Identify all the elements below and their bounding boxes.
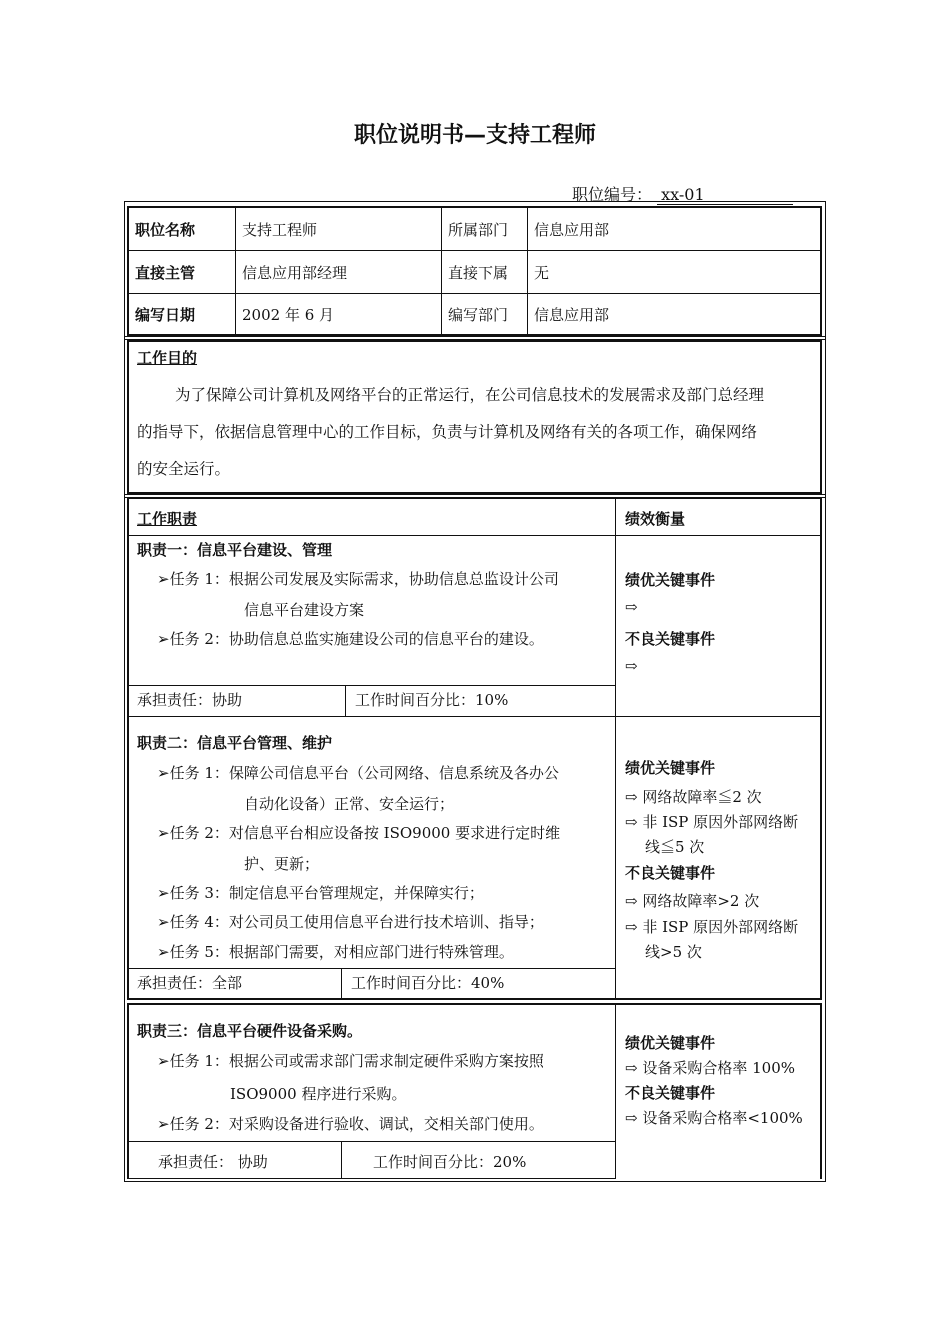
duties-header-right: 绩效衡量 [625, 510, 686, 528]
duty2-task-1: ➢任务 1：保障公司信息平台（公司网络、信息系统及各办公 [157, 764, 559, 782]
info-value-subordinate: 无 [534, 263, 550, 282]
info-label-date: 编写日期 [135, 305, 196, 324]
info-table [127, 206, 822, 336]
duty3-bad-title: 不良关键事件 [625, 1084, 716, 1102]
duty3-title: 职责三：信息平台硬件设备采购。 [137, 1022, 363, 1040]
purpose-heading: 工作目的 [137, 349, 198, 367]
info-value-position-name: 支持工程师 [242, 220, 318, 239]
duty3-responsibility: 承担责任： 协助 [158, 1153, 268, 1171]
purpose-line-1: 为了保障公司计算机及网络平台的正常运行，在公司信息技术的发展需求及部门总经理 [175, 386, 765, 404]
info-label-supervisor: 直接主管 [135, 263, 196, 282]
purpose-section [127, 340, 822, 494]
page-title: 职位说明书—支持工程师 [353, 123, 596, 148]
info-value-date: 2002 年 6 月 [242, 305, 335, 324]
info-value-department: 信息应用部 [534, 220, 610, 239]
duty1-good-title: 绩优关键事件 [625, 571, 716, 589]
info-label-department: 所属部门 [448, 220, 509, 239]
duty2-bad-item-1: ⇨ 网络故障率>2 次 [625, 892, 760, 910]
duty2-bad-item-2: ⇨ 非 ISP 原因外部网络断 [625, 918, 799, 936]
duty1-responsibility: 承担责任：协助 [137, 691, 243, 709]
duty2-task-2: ➢任务 2：对信息平台相应设备按 ISO9000 要求进行定时维 [157, 824, 561, 842]
duties-header-left: 工作职责 [137, 510, 198, 528]
duty2-bad-title: 不良关键事件 [625, 864, 716, 882]
info-value-supervisor: 信息应用部经理 [242, 263, 348, 282]
info-value-author-dept: 信息应用部 [534, 305, 610, 324]
info-label-author-dept: 编写部门 [448, 305, 509, 324]
duty3-task-1: ➢任务 1：根据公司或需求部门需求制定硬件采购方案按照 [157, 1052, 544, 1070]
position-number-value: xx-01 [657, 185, 793, 205]
position-number-label: 职位编号： [572, 185, 653, 204]
purpose-line-3: 的安全运行。 [137, 460, 231, 478]
duty2-task-3: ➢任务 3：制定信息平台管理规定，并保障实行； [157, 884, 484, 902]
duty1-good-item: ⇨ [625, 598, 638, 616]
duty1-bad-title: 不良关键事件 [625, 630, 716, 648]
duty3-bad-item: ⇨ 设备采购合格率<100% [625, 1109, 803, 1127]
duty2-time-percent: 工作时间百分比：40% [351, 974, 505, 992]
duty1-bad-item: ⇨ [625, 657, 638, 675]
duty3-time-percent: 工作时间百分比：20% [373, 1153, 527, 1171]
duty3-task-2: ➢任务 2：对采购设备进行验收、调试，交相关部门使用。 [157, 1115, 544, 1133]
duty2-good-title: 绩优关键事件 [625, 759, 716, 777]
duty3-good-title: 绩优关键事件 [625, 1034, 716, 1052]
info-label-subordinate: 直接下属 [448, 263, 509, 282]
duty2-bad-item-2-cont: 线>5 次 [645, 943, 702, 961]
duty1-task-2: ➢任务 2：协助信息总监实施建设公司的信息平台的建设。 [157, 630, 544, 648]
duty2-good-item-2-cont: 线≦5 次 [645, 838, 705, 856]
duty2-task-4: ➢任务 4：对公司员工使用信息平台进行技术培训、指导； [157, 913, 544, 931]
duty2-good-item-1: ⇨ 网络故障率≦2 次 [625, 788, 762, 806]
purpose-line-2: 的指导下，依据信息管理中心的工作目标，负责与计算机及网络有关的各项工作，确保网络 [137, 423, 758, 441]
duty2-task-2-cont: 护、更新； [244, 855, 320, 873]
info-label-position-name: 职位名称 [135, 220, 196, 239]
duty3-good-item: ⇨ 设备采购合格率 100% [625, 1059, 795, 1077]
duty2-task-5: ➢任务 5：根据部门需要，对相应部门进行特殊管理。 [157, 943, 514, 961]
duty1-time-percent: 工作时间百分比：10% [355, 691, 509, 709]
duty2-responsibility: 承担责任：全部 [137, 974, 243, 992]
duty2-good-item-2: ⇨ 非 ISP 原因外部网络断 [625, 813, 799, 831]
duty1-task-1: ➢任务 1：根据公司发展及实际需求，协助信息总监设计公司 [157, 570, 559, 588]
duty1-title: 职责一：信息平台建设、管理 [137, 541, 333, 559]
duty2-task-1-cont: 自动化设备）正常、安全运行； [244, 795, 455, 813]
duty3-task-1-cont: ISO9000 程序进行采购。 [230, 1085, 407, 1103]
duty1-task-1-cont: 信息平台建设方案 [244, 601, 365, 619]
duty2-title: 职责二：信息平台管理、维护 [137, 734, 333, 752]
